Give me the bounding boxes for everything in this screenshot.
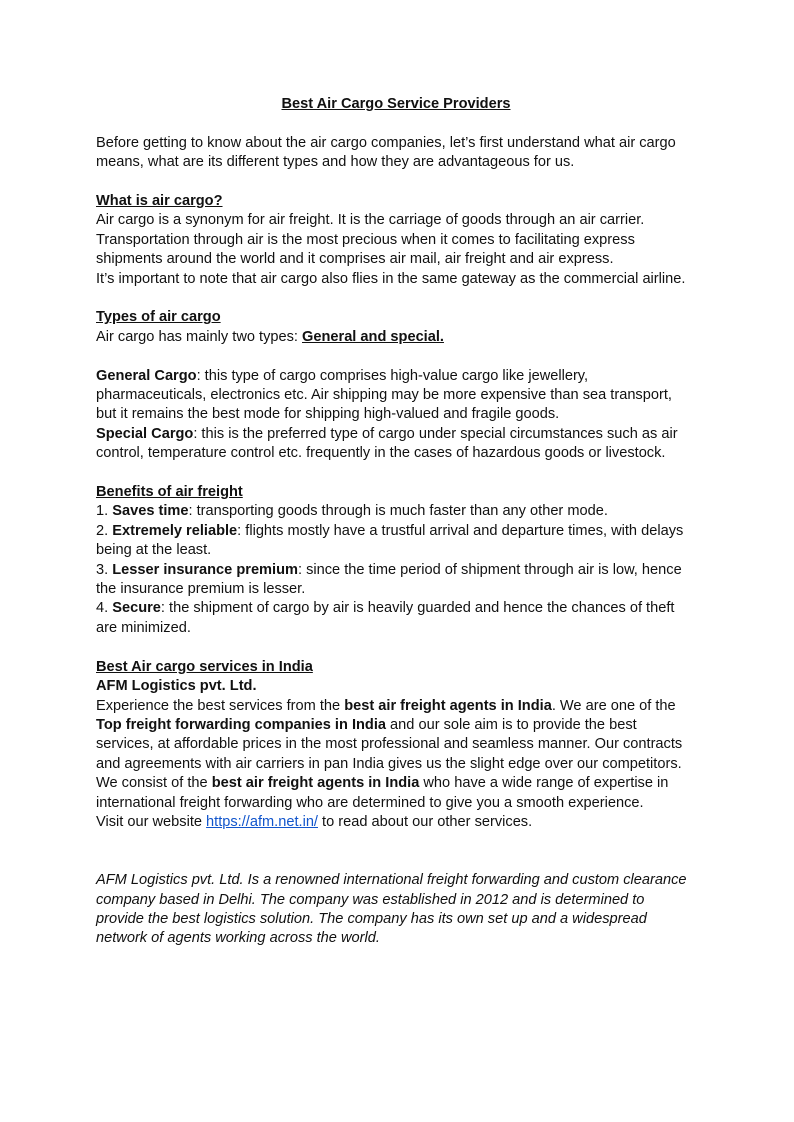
general-cargo-label: General Cargo (96, 367, 197, 384)
services-heading: Best Air cargo services in India (96, 658, 313, 675)
visit-line (96, 813, 696, 832)
benefits-heading: Benefits of air freight (96, 484, 243, 501)
special-cargo-text: : this is the preferred type of cargo under special circumstances such as air control, temperature control etc. frequently in the cases of hazardous goods or livestock. (96, 425, 678, 462)
services-text: . We are one of the (551, 697, 676, 714)
general-cargo-paragraph (96, 367, 696, 425)
page-title: Best Air Cargo Service Providers (281, 96, 511, 112)
about-paragraph: AFM Logistics pvt. Ltd. Is a renowned international freight forwarding and custom clearance company based in Delhi. The company was established in 2012 and is determined to provide the best logistics solution. The company has its own set up and a widespread network of agents working across the world. (96, 872, 687, 947)
general-cargo-text: : this type of cargo comprises high-value cargo like jewellery, pharmaceuticals, electronics etc. Air shipping may be more expensive than sea transport, but it remains the best mode for shipping high-valued and fragile goods. (96, 367, 672, 423)
benefit-number: 4. (96, 600, 113, 617)
types-lead (96, 328, 696, 347)
special-cargo-paragraph (96, 425, 696, 464)
website-link[interactable]: https://afm.net.in/ (206, 813, 318, 830)
what-heading: What is air cargo? (96, 193, 223, 209)
benefit-text: : the shipment of cargo by air is heavily guarded and hence the chances of theft are minimized. (96, 600, 675, 636)
benefit-text: : transporting goods through is much faster than any other mode. (188, 503, 608, 520)
benefit-label: Saves time (112, 503, 189, 520)
types-heading: Types of air cargo (96, 309, 221, 326)
benefit-label: Extremely reliable (112, 522, 238, 539)
benefit-item (96, 599, 696, 638)
benefit-item (96, 502, 696, 521)
what-note: It’s important to note that air cargo also flies in the same gateway as the commercial airline. (96, 270, 686, 287)
company-name-text: AFM Logistics pvt. Ltd. (96, 678, 257, 695)
benefit-item (96, 561, 696, 600)
types-lead-bold: General and special. (302, 328, 444, 345)
benefit-label: Lesser insurance premium (112, 561, 298, 578)
what-paragraph: Air cargo is a synonym for air freight. It is the carriage of goods through an air carrier. Transportation through air is the most precious when it comes to facilitating express shipments around the world and it comprises air mail, air freight and air express. (96, 212, 645, 268)
services-text: and our sole aim is to provide the best services, at affordable prices in the most professional and seamless manner. Our contracts and agreements with air carriers in pan India gives us the slight edge over our competitors. We consist of the (96, 716, 683, 792)
special-cargo-label: Special Cargo (96, 425, 194, 442)
benefit-item (96, 522, 696, 561)
visit-suffix: to read about our other services. (318, 813, 533, 830)
services-bold: best air freight agents in India (344, 697, 552, 714)
benefit-number: 3. (96, 561, 113, 578)
benefit-number: 2. (96, 522, 113, 539)
services-text: who have a wide range of expertise in international freight forwarding who are determined to give you a smooth experience. (96, 775, 669, 811)
types-lead-text: Air cargo has mainly two types: (96, 328, 303, 345)
services-paragraph (96, 697, 696, 813)
services-bold: best air freight agents in India (211, 775, 420, 792)
services-text: Experience the best services from the (96, 697, 345, 714)
visit-prefix: Visit our website (96, 813, 207, 830)
benefit-text: : since the time period of shipment through air is low, hence the insurance premium is lesser. (96, 561, 682, 598)
benefit-text: : flights mostly have a trustful arrival and departure times, with delays being at the least. (96, 522, 684, 559)
company-name (96, 677, 696, 696)
services-bold: Top freight forwarding companies in India (96, 716, 386, 733)
intro-paragraph: Before getting to know about the air cargo companies, let’s first understand what air cargo means, what are its different types and how they are advantageous for us. (96, 134, 676, 171)
benefit-number: 1. (96, 503, 113, 520)
document-page (96, 0, 696, 949)
benefit-label: Secure (112, 600, 161, 617)
